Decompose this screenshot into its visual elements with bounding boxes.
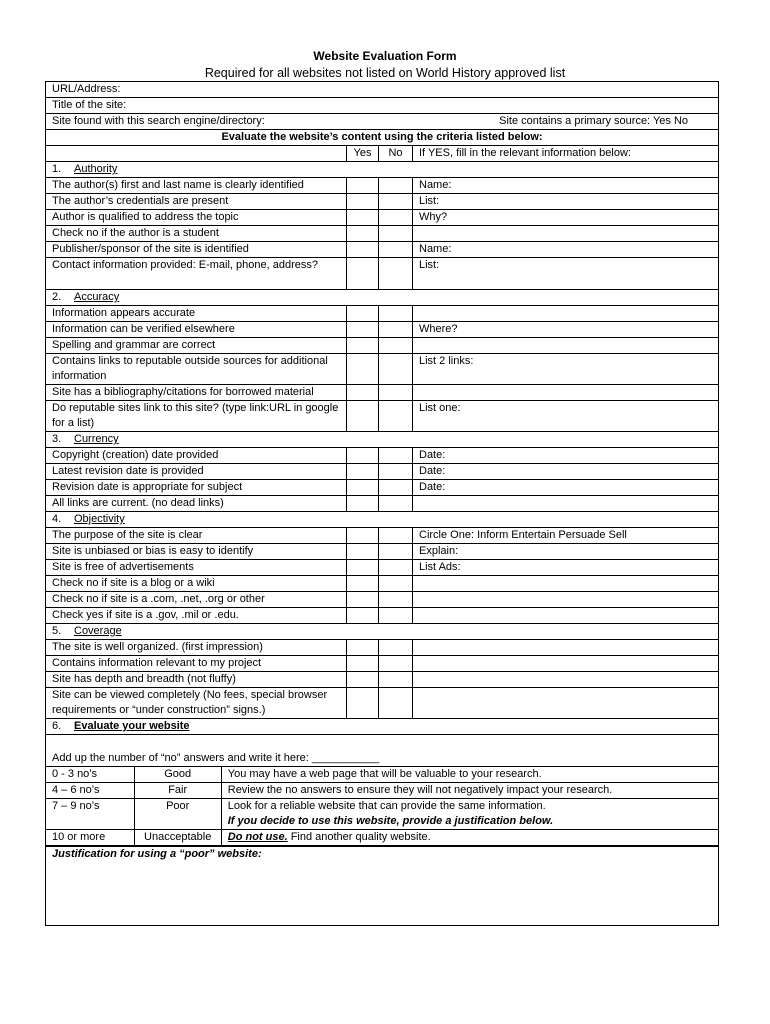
criteria-row xyxy=(46,560,719,576)
criteria-row xyxy=(46,242,719,258)
section-header-evaluate xyxy=(46,719,719,735)
form-title: Website Evaluation Form xyxy=(313,49,457,63)
rating-description xyxy=(221,767,718,783)
no-checkbox-cell[interactable] xyxy=(379,306,413,322)
info-cell[interactable]: Name: xyxy=(413,178,719,194)
section-header-currency xyxy=(46,432,719,448)
criteria-text: Spelling and grammar are correct xyxy=(46,338,347,354)
info-cell[interactable]: List Ads: xyxy=(413,560,719,576)
yes-checkbox-cell[interactable] xyxy=(347,258,379,290)
info-cell[interactable] xyxy=(413,385,719,401)
rating-description-text: Find another quality website. xyxy=(287,831,431,843)
scoring-row xyxy=(46,735,719,847)
criteria-text: Site has depth and breadth (not fluffy) xyxy=(46,672,347,688)
info-cell[interactable]: List one: xyxy=(413,401,719,432)
rating-description-text: Look for a reliable website that can provide the same information. xyxy=(227,800,546,812)
yes-checkbox-cell[interactable] xyxy=(347,322,379,338)
info-cell[interactable]: Name: xyxy=(413,242,719,258)
criteria-row xyxy=(46,672,719,688)
no-checkbox-cell[interactable] xyxy=(379,560,413,576)
criteria-text: Copyright (creation) date provided xyxy=(46,448,347,464)
info-cell[interactable]: Where? xyxy=(413,322,719,338)
criteria-row xyxy=(46,544,719,560)
no-checkbox-cell[interactable] xyxy=(379,322,413,338)
criteria-text: Contact information provided: E-mail, phone, address? xyxy=(46,258,347,290)
info-cell[interactable]: Explain: xyxy=(413,544,719,560)
section-header-authority xyxy=(46,162,719,178)
yes-checkbox-cell[interactable] xyxy=(347,464,379,480)
yes-checkbox-cell[interactable] xyxy=(347,672,379,688)
justification-row xyxy=(46,847,719,926)
criteria-text: All links are current. (no dead links) xyxy=(46,496,347,512)
yes-checkbox-cell[interactable] xyxy=(347,544,379,560)
criteria-text: Check no if site is a .com, .net, .org or other xyxy=(46,592,347,608)
no-checkbox-cell[interactable] xyxy=(379,480,413,496)
criteria-row xyxy=(46,496,719,512)
yes-checkbox-cell[interactable] xyxy=(347,385,379,401)
no-checkbox-cell[interactable] xyxy=(379,385,413,401)
criteria-row xyxy=(46,480,719,496)
no-checkbox-cell[interactable] xyxy=(379,688,413,719)
yes-checkbox-cell[interactable] xyxy=(347,480,379,496)
info-cell[interactable]: Date: xyxy=(413,448,719,464)
info-cell[interactable] xyxy=(413,496,719,512)
no-checkbox-cell[interactable] xyxy=(379,544,413,560)
no-checkbox-cell[interactable] xyxy=(379,464,413,480)
criteria-text: Check yes if site is a .gov, .mil or .edu. xyxy=(46,608,347,624)
no-count-range: 10 or more xyxy=(46,830,134,846)
criteria-text: Revision date is appropriate for subject xyxy=(46,480,347,496)
criteria-row xyxy=(46,178,719,194)
section-header-accuracy xyxy=(46,290,719,306)
criteria-text: Site can be viewed completely (No fees, special browser requirements or “under construction” signs.) xyxy=(46,688,347,719)
criteria-text: The author(s) first and last name is clearly identified xyxy=(46,178,347,194)
criteria-text: Contains information relevant to my project xyxy=(46,656,347,672)
criteria-text: The author’s credentials are present xyxy=(46,194,347,210)
no-checkbox-cell[interactable] xyxy=(379,194,413,210)
evaluate-instructions: Evaluate the website’s content using the criteria listed below: xyxy=(46,130,719,146)
info-cell[interactable]: Date: xyxy=(413,480,719,496)
criteria-row xyxy=(46,608,719,624)
yes-checkbox-cell[interactable] xyxy=(347,496,379,512)
rating-label: Fair xyxy=(134,783,221,799)
criteria-row xyxy=(46,688,719,719)
site-title-row xyxy=(46,98,719,114)
criteria-row xyxy=(46,210,719,226)
criteria-row xyxy=(46,656,719,672)
criteria-row xyxy=(46,592,719,608)
criteria-row xyxy=(46,385,719,401)
search-engine-field[interactable]: Site found with this search engine/directory: xyxy=(52,115,265,127)
info-cell[interactable]: Date: xyxy=(413,464,719,480)
no-checkbox-cell[interactable] xyxy=(379,592,413,608)
yes-checkbox-cell[interactable] xyxy=(347,656,379,672)
yes-checkbox-cell[interactable] xyxy=(347,194,379,210)
section-number: 3. xyxy=(52,433,62,445)
criteria-text: The site is well organized. (first impression) xyxy=(46,640,347,656)
section-number: 6. xyxy=(52,720,62,732)
info-cell[interactable]: List 2 links: xyxy=(413,354,719,385)
url-row xyxy=(46,82,719,98)
section-header-coverage xyxy=(46,624,719,640)
rating-label: Good xyxy=(134,767,221,783)
no-checkbox-cell[interactable] xyxy=(379,448,413,464)
criteria-row xyxy=(46,194,719,210)
criteria-row xyxy=(46,322,719,338)
section-number: 4. xyxy=(52,513,62,525)
criteria-row xyxy=(46,640,719,656)
no-checkbox-cell[interactable] xyxy=(379,338,413,354)
section-title: Accuracy xyxy=(74,291,120,303)
no-checkbox-cell[interactable] xyxy=(379,528,413,544)
no-checkbox-cell[interactable] xyxy=(379,226,413,242)
criteria-row xyxy=(46,448,719,464)
yes-checkbox-cell[interactable] xyxy=(347,338,379,354)
info-cell[interactable] xyxy=(413,306,719,322)
no-checkbox-cell[interactable] xyxy=(379,608,413,624)
criteria-text: Do reputable sites link to this site? (type link:URL in google for a list) xyxy=(46,401,347,432)
rating-description xyxy=(221,799,718,830)
criteria-row xyxy=(46,401,719,432)
yes-checkbox-cell[interactable] xyxy=(347,560,379,576)
info-cell[interactable]: List: xyxy=(413,194,719,210)
info-cell[interactable] xyxy=(413,672,719,688)
yes-checkbox-cell[interactable] xyxy=(347,242,379,258)
yes-checkbox-cell[interactable] xyxy=(347,226,379,242)
no-checkbox-cell[interactable] xyxy=(379,242,413,258)
criteria-row xyxy=(46,576,719,592)
info-cell[interactable] xyxy=(413,576,719,592)
section-title: Evaluate your website xyxy=(74,720,190,732)
section-title: Coverage xyxy=(74,625,122,637)
info-cell[interactable] xyxy=(413,608,719,624)
info-cell[interactable]: List: xyxy=(413,258,719,290)
yes-checkbox-cell[interactable] xyxy=(347,210,379,226)
scoring-level-row xyxy=(46,830,718,846)
info-cell[interactable] xyxy=(413,592,719,608)
criteria-row xyxy=(46,464,719,480)
no-checkbox-cell[interactable] xyxy=(379,354,413,385)
no-checkbox-cell[interactable] xyxy=(379,401,413,432)
column-header-row xyxy=(46,146,719,162)
no-count-range: 0 - 3 no’s xyxy=(46,767,134,783)
rating-description xyxy=(221,783,718,799)
rating-label: Poor xyxy=(134,799,221,830)
scoring-level-row xyxy=(46,783,718,799)
rating-label: Unacceptable xyxy=(134,830,221,846)
no-checkbox-cell[interactable] xyxy=(379,210,413,226)
criteria-text: Latest revision date is provided xyxy=(46,464,347,480)
justification-field[interactable]: Justification for using a “poor” website: xyxy=(46,847,719,926)
do-not-use-label: Do not use. xyxy=(227,831,288,843)
info-cell[interactable]: Circle One: Inform Entertain Persuade Sell xyxy=(413,528,719,544)
url-field[interactable]: URL/Address: xyxy=(46,82,719,98)
no-count-field[interactable]: Add up the number of “no” answers and write it here: ___________ xyxy=(52,752,380,764)
info-cell[interactable] xyxy=(413,656,719,672)
scoring-level-row xyxy=(46,767,718,783)
justification-note: If you decide to use this website, provide a justification below. xyxy=(227,815,554,827)
criteria-text: The purpose of the site is clear xyxy=(46,528,347,544)
no-count-range: 7 – 9 no’s xyxy=(46,799,134,830)
fill-column-header: If YES, fill in the relevant information below: xyxy=(413,146,719,162)
yes-checkbox-cell[interactable] xyxy=(347,354,379,385)
yes-checkbox-cell[interactable] xyxy=(347,592,379,608)
criteria-text: Site is unbiased or bias is easy to identify xyxy=(46,544,347,560)
yes-checkbox-cell[interactable] xyxy=(347,178,379,194)
criteria-text: Author is qualified to address the topic xyxy=(46,210,347,226)
info-cell[interactable] xyxy=(413,688,719,719)
rating-description-text: You may have a web page that will be valuable to your research. xyxy=(227,768,542,780)
criteria-row xyxy=(46,258,719,290)
form-subtitle: Required for all websites not listed on World History approved list xyxy=(204,66,566,80)
section-header-objectivity xyxy=(46,512,719,528)
criteria-text: Contains links to reputable outside sources for additional information xyxy=(46,354,347,385)
rating-description xyxy=(221,830,718,846)
yes-checkbox-cell[interactable] xyxy=(347,306,379,322)
yes-checkbox-cell[interactable] xyxy=(347,448,379,464)
no-checkbox-cell[interactable] xyxy=(379,496,413,512)
section-title: Objectivity xyxy=(74,513,125,525)
section-number: 2. xyxy=(52,291,62,303)
criteria-text: Information appears accurate xyxy=(46,306,347,322)
criteria-row xyxy=(46,226,719,242)
section-number: 5. xyxy=(52,625,62,637)
yes-checkbox-cell[interactable] xyxy=(347,401,379,432)
info-cell[interactable]: Why? xyxy=(413,210,719,226)
yes-checkbox-cell[interactable] xyxy=(347,576,379,592)
no-checkbox-cell[interactable] xyxy=(379,672,413,688)
section-title: Authority xyxy=(74,163,118,175)
no-checkbox-cell[interactable] xyxy=(379,258,413,290)
criteria-text: Site is free of advertisements xyxy=(46,560,347,576)
criteria-text: Information can be verified elsewhere xyxy=(46,322,347,338)
criteria-text: Check no if the author is a student xyxy=(46,226,347,242)
found-with-row xyxy=(46,114,719,130)
info-cell[interactable] xyxy=(413,338,719,354)
no-column-header: No xyxy=(379,146,413,162)
no-checkbox-cell[interactable] xyxy=(379,178,413,194)
no-checkbox-cell[interactable] xyxy=(379,576,413,592)
evaluate-instructions-row xyxy=(46,130,719,146)
rating-description-text: Review the no answers to ensure they will not negatively impact your research. xyxy=(227,784,613,796)
criteria-text: Check no if site is a blog or a wiki xyxy=(46,576,347,592)
scoring-level-row xyxy=(46,799,718,830)
site-title-field[interactable]: Title of the site: xyxy=(46,98,719,114)
info-cell[interactable] xyxy=(413,226,719,242)
evaluation-table xyxy=(45,81,719,926)
criteria-row xyxy=(46,354,719,385)
scoring-table xyxy=(46,766,718,846)
criteria-text: Site has a bibliography/citations for borrowed material xyxy=(46,385,347,401)
criteria-text: Publisher/sponsor of the site is identified xyxy=(46,242,347,258)
yes-column-header: Yes xyxy=(347,146,379,162)
section-number: 1. xyxy=(52,163,62,175)
no-checkbox-cell[interactable] xyxy=(379,656,413,672)
info-cell[interactable] xyxy=(413,640,719,656)
criteria-row xyxy=(46,338,719,354)
yes-checkbox-cell[interactable] xyxy=(347,688,379,719)
yes-checkbox-cell[interactable] xyxy=(347,528,379,544)
no-count-range: 4 – 6 no’s xyxy=(46,783,134,799)
criteria-row xyxy=(46,528,719,544)
no-checkbox-cell[interactable] xyxy=(379,640,413,656)
yes-checkbox-cell[interactable] xyxy=(347,640,379,656)
primary-source-choice[interactable]: Site contains a primary source: Yes No xyxy=(499,115,689,127)
yes-checkbox-cell[interactable] xyxy=(347,608,379,624)
section-title: Currency xyxy=(74,433,119,445)
criteria-row xyxy=(46,306,719,322)
